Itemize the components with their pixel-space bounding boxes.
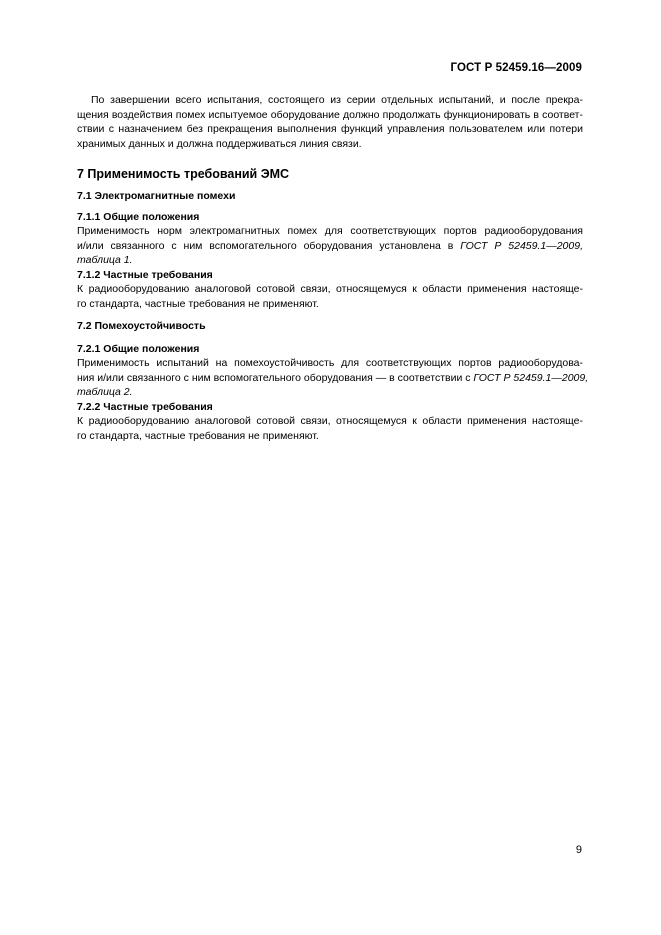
intro-line-4: хранимых данных и должна поддерживаться линия связи. — [77, 137, 362, 150]
section-7-2-1-paragraph — [77, 356, 589, 400]
page-content — [77, 93, 589, 443]
section-7-1-1-paragraph — [77, 224, 583, 268]
s711-table-reference: таблица 1. — [77, 254, 133, 266]
s721-line-2 — [77, 371, 589, 386]
section-7-1-1-heading: 7.1.1 Общие положения — [77, 210, 200, 223]
s711-line-1: Применимость норм электромагнитных помех для соответствующих портов радиооборудования — [77, 225, 583, 237]
s722-line-2: го стандарта, частные требования не применяют. — [77, 429, 319, 442]
intro-line-3: ствии с назначением без прекращения выполнения функций управления пользователем или потери — [77, 123, 583, 135]
intro-paragraph — [77, 93, 583, 151]
s712-line-1: К радиооборудованию аналоговой сотовой связи, относящемуся к области применения настояще- — [77, 283, 583, 295]
section-7-2-heading: 7.2 Помехоустойчивость — [77, 320, 206, 332]
document-code-header: ГОСТ Р 52459.16—2009 — [450, 62, 582, 74]
section-7-1-2-heading: 7.1.2 Частные требования — [77, 268, 213, 281]
section-7-1-2-paragraph — [77, 282, 583, 311]
s712-line-2: го стандарта, частные требования не применяют. — [77, 297, 319, 310]
s721-table-reference: таблица 2. — [77, 386, 133, 398]
page-number: 9 — [575, 844, 582, 856]
s711-line-2 — [77, 239, 583, 254]
intro-line-2: щения воздействия помех испытуемое оборудование должно продолжать функционировать в соответ- — [77, 108, 583, 121]
section-7-2-1-heading: 7.2.1 Общие положения — [77, 342, 200, 355]
s711-reference: ГОСТ Р 52459.1—2009, — [460, 239, 583, 252]
s711-line-2-text: и/или связанного с ним вспомогательного оборудования установлена в — [77, 239, 461, 252]
s721-line-1: Применимость испытаний на помехоустойчивость для соответствующих портов радиооборудова- — [77, 357, 583, 369]
s721-reference: ГОСТ Р 52459.1—2009, — [473, 371, 589, 384]
section-7-2-2-heading: 7.2.2 Частные требования — [77, 400, 213, 413]
section-7-2-2-paragraph — [77, 414, 583, 443]
s722-line-1: К радиооборудованию аналоговой сотовой связи, относящемуся к области применения настояще- — [77, 415, 583, 427]
s721-line-2-text: ния и/или связанного с ним вспомогательного оборудования — в соответствии с — [77, 371, 474, 384]
section-7-1-heading: 7.1 Электромагнитные помехи — [77, 190, 236, 202]
section-7-heading: 7 Применимость требований ЭМС — [77, 167, 290, 181]
intro-line-1: По завершении всего испытания, состоящего из серии отдельных испытаний, и после прекра- — [91, 94, 583, 106]
